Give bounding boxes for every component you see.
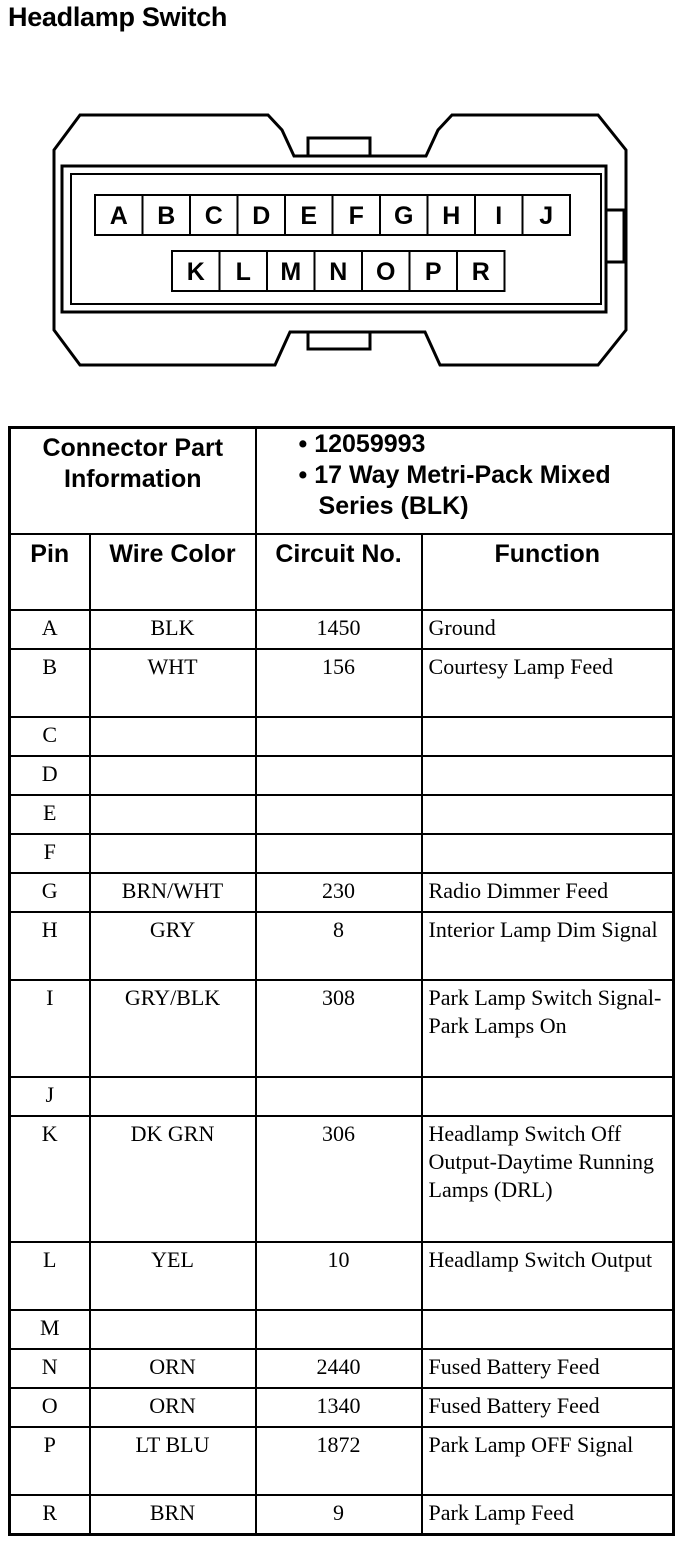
table-row <box>10 649 674 717</box>
wire-color-cell <box>90 717 256 756</box>
wire-color-cell: BRN/WHT <box>90 873 256 912</box>
wire-color-cell: DK GRN <box>90 1116 256 1242</box>
circuit-cell: 308 <box>256 980 422 1077</box>
cavity-label-c: C <box>204 202 223 230</box>
circuit-cell: 2440 <box>256 1349 422 1388</box>
circuit-cell <box>256 834 422 873</box>
cavity-label-l: L <box>235 258 251 286</box>
info-bullets <box>256 428 674 535</box>
connector-diagram <box>0 0 688 400</box>
function-cell: Fused Battery Feed <box>422 1349 674 1388</box>
wire-color-cell <box>90 795 256 834</box>
function-cell: Ground <box>422 610 674 649</box>
pin-cell: D <box>10 756 90 795</box>
circuit-cell <box>256 1077 422 1116</box>
connector-key-top <box>308 138 370 156</box>
wire-color-cell: ORN <box>90 1388 256 1427</box>
col-function: Function <box>422 534 674 610</box>
col-pin: Pin <box>10 534 90 610</box>
table-row <box>10 717 674 756</box>
wire-color-cell: YEL <box>90 1242 256 1310</box>
cavity-label-r: R <box>471 258 490 286</box>
pin-cell: H <box>10 912 90 980</box>
table-row <box>10 1077 674 1116</box>
wire-color-cell: WHT <box>90 649 256 717</box>
pin-cell: R <box>10 1495 90 1535</box>
pin-table <box>8 426 675 1536</box>
pin-cell: I <box>10 980 90 1077</box>
function-cell <box>422 1077 674 1116</box>
table-row <box>10 756 674 795</box>
pin-cell: F <box>10 834 90 873</box>
circuit-cell <box>256 1310 422 1349</box>
function-cell: Courtesy Lamp Feed <box>422 649 674 717</box>
pin-cell: K <box>10 1116 90 1242</box>
function-cell <box>422 717 674 756</box>
cavity-label-a: A <box>109 202 128 230</box>
cavity-label-p: P <box>424 258 442 286</box>
col-circuit-no: Circuit No. <box>256 534 422 610</box>
table-row <box>10 610 674 649</box>
cavity-label-f: F <box>348 202 364 230</box>
cavity-label-o: O <box>376 258 396 286</box>
connector-bottom-row <box>172 251 505 291</box>
info-row <box>10 428 674 535</box>
circuit-cell: 10 <box>256 1242 422 1310</box>
wire-color-cell <box>90 834 256 873</box>
connector-housing-outer <box>54 115 626 365</box>
wire-color-cell: BRN <box>90 1495 256 1535</box>
cavity-label-g: G <box>394 202 414 230</box>
function-cell: Park Lamp OFF Signal <box>422 1427 674 1495</box>
function-cell: Headlamp Switch Off Output-Daytime Running Lamps (DRL) <box>422 1116 674 1242</box>
table-row <box>10 1116 674 1242</box>
connector-key-bottom <box>308 332 370 349</box>
circuit-cell: 9 <box>256 1495 422 1535</box>
wire-color-cell <box>90 1077 256 1116</box>
wire-color-cell: GRY/BLK <box>90 980 256 1077</box>
circuit-cell <box>256 717 422 756</box>
function-cell: Park Lamp Switch Signal-Park Lamps On <box>422 980 674 1077</box>
cavity-label-h: H <box>442 202 461 230</box>
function-cell <box>422 795 674 834</box>
function-cell: Fused Battery Feed <box>422 1388 674 1427</box>
cavity-label-b: B <box>157 202 176 230</box>
pin-cell: J <box>10 1077 90 1116</box>
pin-cell: M <box>10 1310 90 1349</box>
circuit-cell <box>256 756 422 795</box>
pin-cell: G <box>10 873 90 912</box>
table-row <box>10 795 674 834</box>
table-row <box>10 912 674 980</box>
table-row <box>10 1349 674 1388</box>
function-cell <box>422 834 674 873</box>
cavity-label-k: K <box>186 258 205 286</box>
wire-color-cell <box>90 1310 256 1349</box>
circuit-cell: 1872 <box>256 1427 422 1495</box>
table-row <box>10 1495 674 1535</box>
pin-cell: B <box>10 649 90 717</box>
info-label: Connector Part Information <box>10 428 256 535</box>
function-cell: Radio Dimmer Feed <box>422 873 674 912</box>
info-part-number: • 12059993 <box>298 430 426 458</box>
function-cell: Headlamp Switch Output <box>422 1242 674 1310</box>
connector-top-row <box>95 195 570 235</box>
function-cell <box>422 756 674 795</box>
cavity-label-n: N <box>329 258 348 286</box>
cavity-label-d: D <box>252 202 271 230</box>
table-row <box>10 980 674 1077</box>
table-row <box>10 1310 674 1349</box>
cavity-label-j: J <box>539 202 554 230</box>
connector-latch <box>606 210 624 262</box>
pin-cell: N <box>10 1349 90 1388</box>
cavity-label-i: I <box>495 202 503 230</box>
circuit-cell: 306 <box>256 1116 422 1242</box>
circuit-cell: 156 <box>256 649 422 717</box>
pin-cell: E <box>10 795 90 834</box>
circuit-cell: 1340 <box>256 1388 422 1427</box>
wire-color-cell: GRY <box>90 912 256 980</box>
circuit-cell: 1450 <box>256 610 422 649</box>
pin-cell: L <box>10 1242 90 1310</box>
pin-cell: C <box>10 717 90 756</box>
pin-cell: A <box>10 610 90 649</box>
wire-color-cell: ORN <box>90 1349 256 1388</box>
table-row <box>10 1242 674 1310</box>
table-row <box>10 834 674 873</box>
cavity-label-m: M <box>280 258 302 286</box>
page-title: Headlamp Switch <box>8 2 228 32</box>
wire-color-cell <box>90 756 256 795</box>
pin-cell: O <box>10 1388 90 1427</box>
info-connector-type: • 17 Way Metri-Pack Mixed Series (BLK) <box>298 461 611 520</box>
wire-color-cell: LT BLU <box>90 1427 256 1495</box>
circuit-cell: 230 <box>256 873 422 912</box>
table-row <box>10 1388 674 1427</box>
function-cell <box>422 1310 674 1349</box>
circuit-cell: 8 <box>256 912 422 980</box>
table-row <box>10 873 674 912</box>
table-row <box>10 1427 674 1495</box>
column-header-row <box>10 534 674 610</box>
cavity-label-e: E <box>300 202 318 230</box>
col-wire-color: Wire Color <box>90 534 256 610</box>
function-cell: Park Lamp Feed <box>422 1495 674 1535</box>
circuit-cell <box>256 795 422 834</box>
wire-color-cell: BLK <box>90 610 256 649</box>
pin-cell: P <box>10 1427 90 1495</box>
function-cell: Interior Lamp Dim Signal <box>422 912 674 980</box>
